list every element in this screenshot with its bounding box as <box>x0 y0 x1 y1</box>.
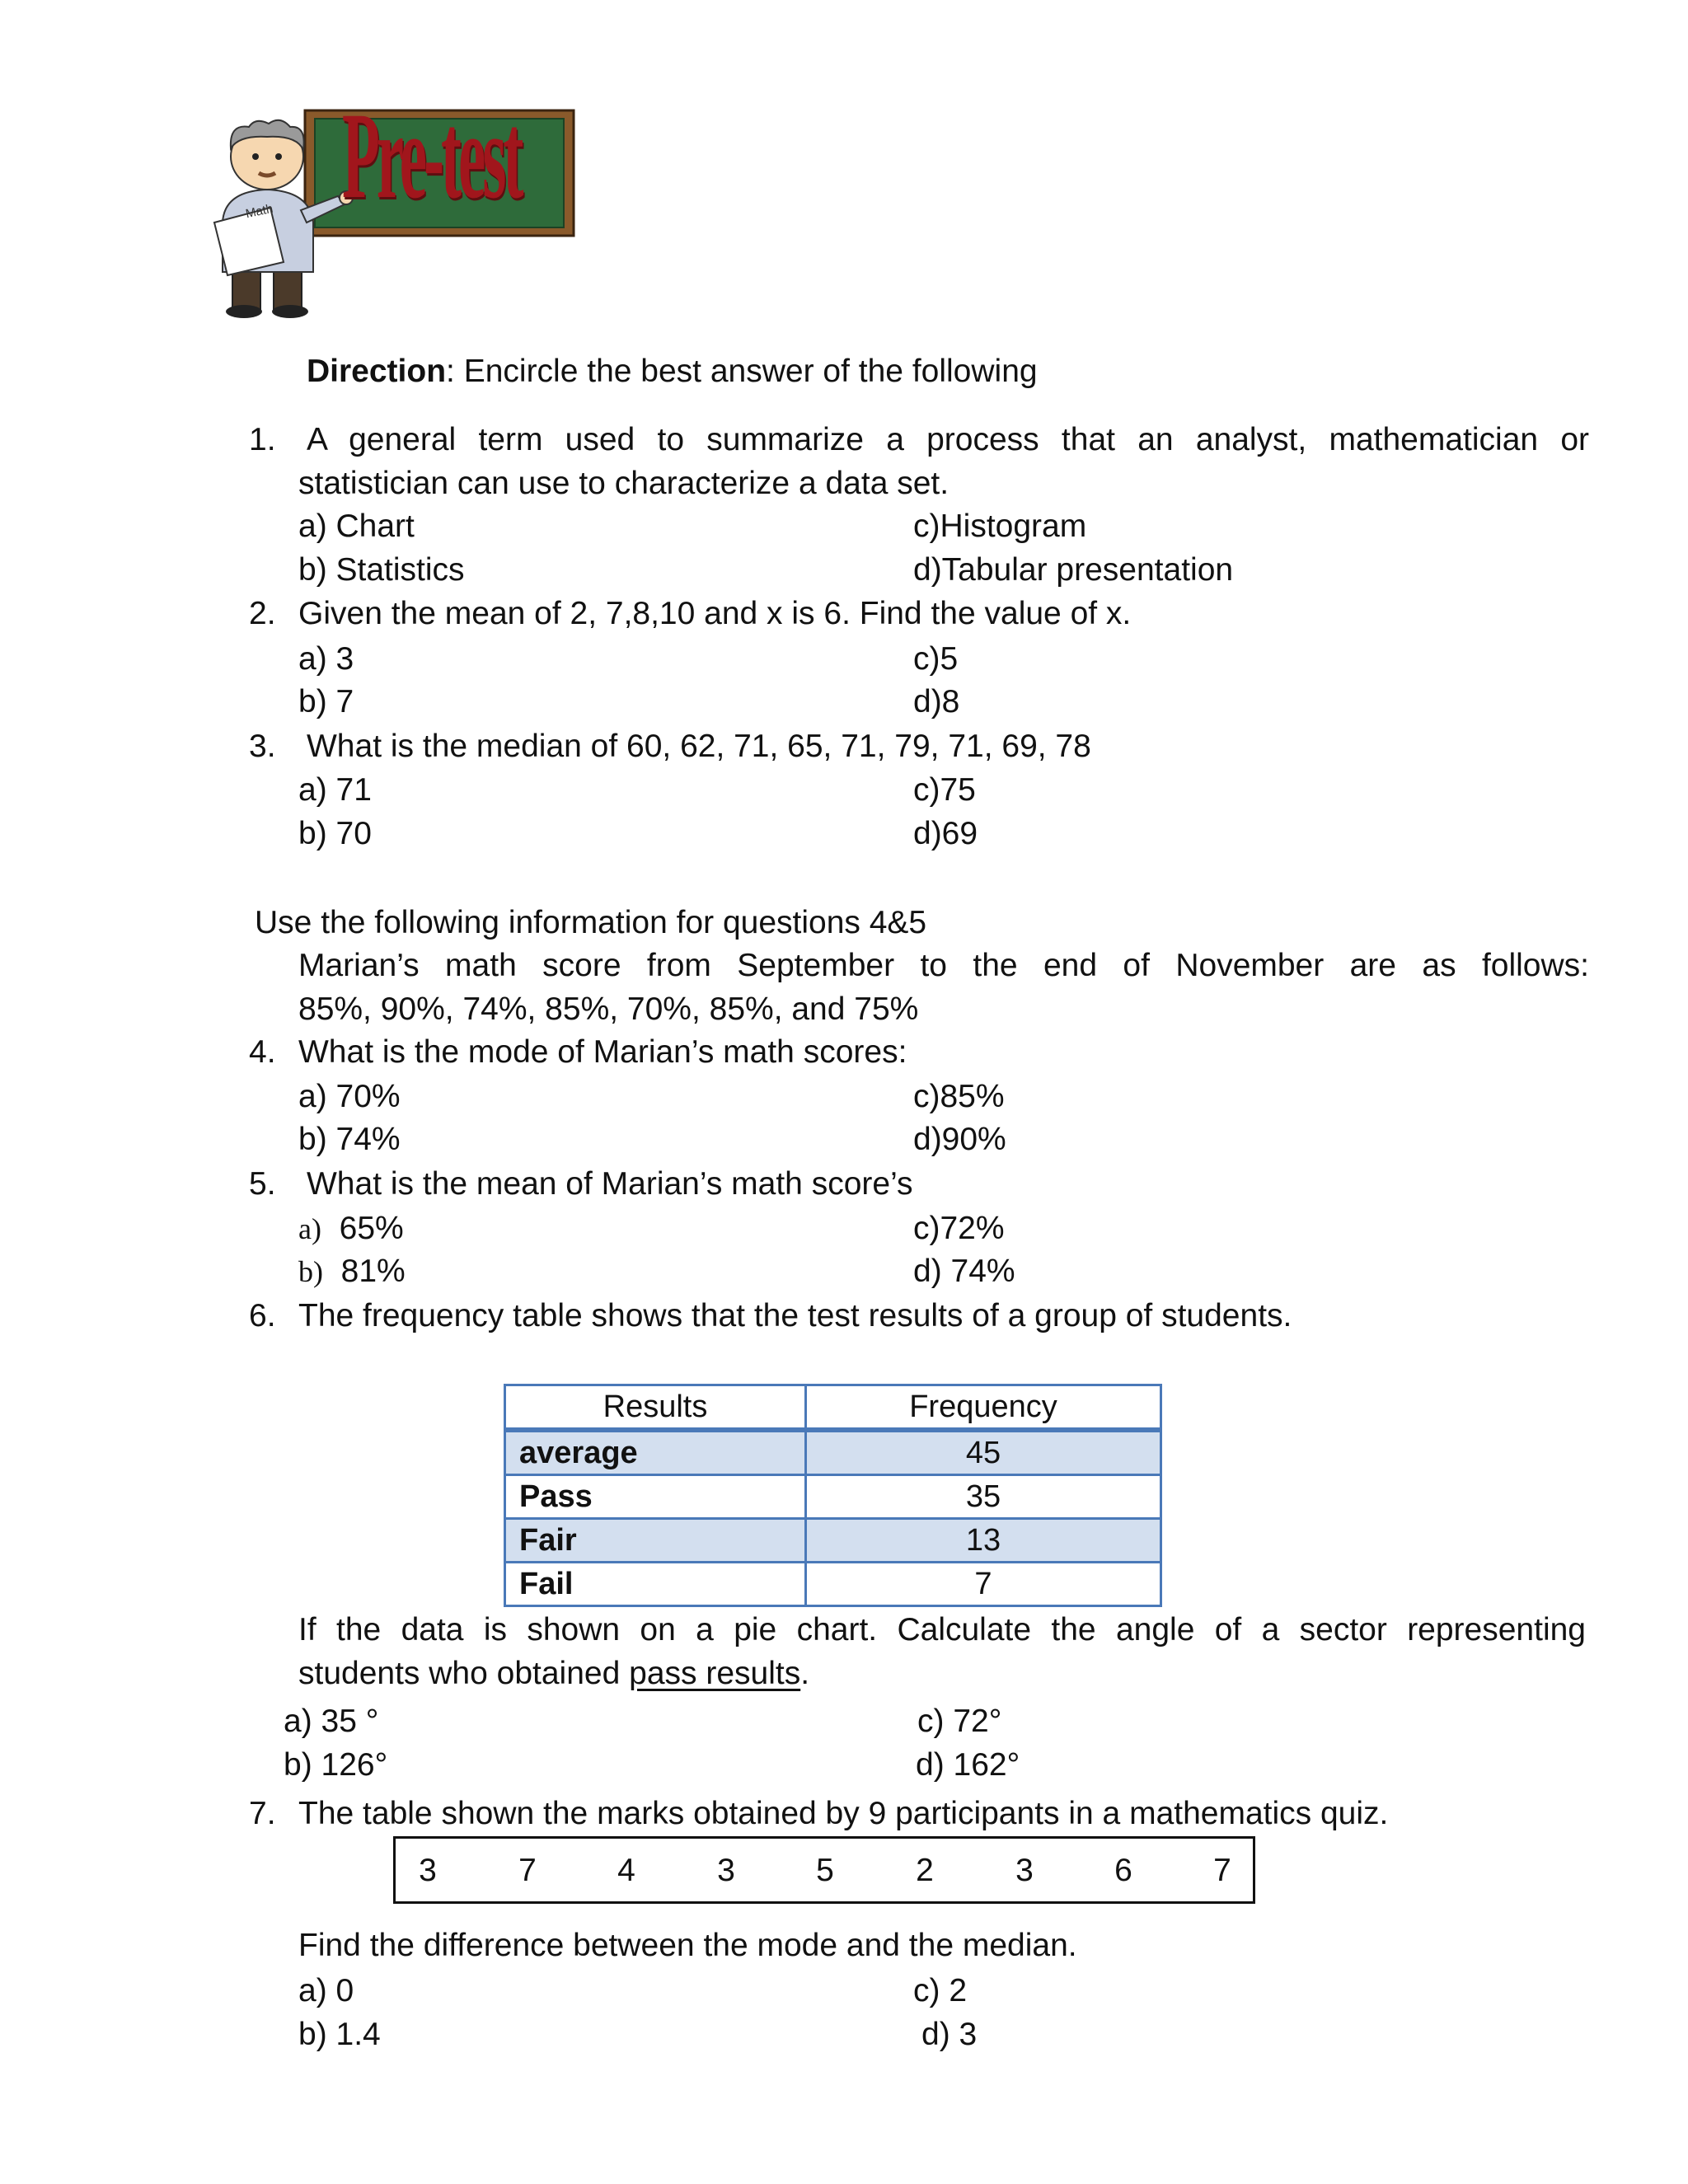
q4-option-c[interactable]: c)85% <box>913 1079 1005 1114</box>
q7-option-b[interactable]: b) 1.4 <box>298 2017 381 2052</box>
q3-number: 3. <box>249 729 276 764</box>
q4-option-a[interactable]: a) 70% <box>298 1079 401 1114</box>
info-line1: Marian’s math score from September to the end of November are as follows: <box>298 948 1589 983</box>
mark-value: 7 <box>1213 1853 1231 1888</box>
q5-option-c[interactable]: c)72% <box>913 1211 1005 1246</box>
q3-text: What is the median of 60, 62, 71, 65, 71, 79, 71, 69, 78 <box>307 729 1091 764</box>
q3-option-d[interactable]: d)69 <box>913 816 978 851</box>
q7-text: The table shown the marks obtained by 9 participants in a mathematics quiz. <box>298 1796 1389 1831</box>
pre-test-logo <box>198 87 585 321</box>
frequency-table <box>504 1384 1162 1607</box>
q5-number: 5. <box>249 1166 276 1202</box>
q7-question: Find the difference between the mode and the median. <box>298 1928 1077 1963</box>
q3-option-b[interactable]: b) 70 <box>298 816 372 851</box>
q6-option-a[interactable]: a) 35 ° <box>284 1704 379 1739</box>
frequency-cell: 35 <box>806 1475 1161 1519</box>
q3-option-a[interactable]: a) 71 <box>298 772 372 808</box>
q6-follow-line1: If the data is shown on a pie chart. Calculate the angle of a sector representing <box>298 1612 1586 1647</box>
header-results: Results <box>505 1385 806 1431</box>
frequency-cell: 13 <box>806 1519 1161 1563</box>
math-sign-label: Math <box>244 201 274 222</box>
q2-option-a[interactable]: a) 3 <box>298 641 354 677</box>
info-line2: 85%, 90%, 74%, 85%, 70%, 85%, and 75% <box>298 991 919 1027</box>
q4-text: What is the mode of Marian’s math scores: <box>298 1034 907 1070</box>
direction-line <box>307 350 1038 393</box>
q6-number: 6. <box>249 1298 276 1333</box>
q7-option-a[interactable]: a) 0 <box>298 1973 354 2008</box>
table-row <box>505 1563 1161 1606</box>
q2-option-d[interactable]: d)8 <box>913 684 960 719</box>
q5-option-b[interactable] <box>298 1250 406 1293</box>
direction-text: : Encircle the best answer of the following <box>446 354 1038 389</box>
q6-follow-line2 <box>298 1652 809 1695</box>
mark-value: 3 <box>717 1853 735 1888</box>
q6-option-b[interactable]: b) 126° <box>284 1747 388 1783</box>
q2-option-b[interactable]: b) 7 <box>298 684 354 719</box>
q2-option-c[interactable]: c)5 <box>913 641 959 677</box>
result-cell: Fair <box>505 1519 806 1563</box>
q2-number: 2. <box>249 596 276 631</box>
q5-option-a-letter: a) <box>298 1212 321 1245</box>
frequency-cell: 45 <box>806 1430 1161 1475</box>
mark-value: 5 <box>816 1853 834 1888</box>
table-header-row <box>505 1385 1161 1431</box>
q5-option-b-letter: b) <box>298 1255 323 1288</box>
q7-number: 7. <box>249 1796 276 1831</box>
q5-option-a[interactable] <box>298 1207 404 1250</box>
result-cell: average <box>505 1430 806 1475</box>
mark-value: 7 <box>518 1853 537 1888</box>
q1-text-line2: statistician can use to characterize a data set. <box>298 466 950 501</box>
marks-box <box>393 1836 1255 1904</box>
q3-option-c[interactable]: c)75 <box>913 772 976 808</box>
info-heading: Use the following information for questions 4&5 <box>255 905 927 940</box>
q1-text-line1: A general term used to summarize a process that an analyst, mathematician or <box>307 422 1589 457</box>
q7-option-d[interactable]: d) 3 <box>921 2017 978 2052</box>
table-row <box>505 1475 1161 1519</box>
q6-option-d[interactable]: d) 162° <box>916 1747 1020 1783</box>
table-row <box>505 1430 1161 1475</box>
frequency-cell: 7 <box>806 1563 1161 1606</box>
q5-option-d[interactable]: d) 74% <box>913 1254 1015 1289</box>
direction-label: Direction <box>307 354 447 389</box>
result-cell: Pass <box>505 1475 806 1519</box>
q2-text: Given the mean of 2, 7,8,10 and x is 6. Find the value of x. <box>298 596 1132 631</box>
q6-option-c[interactable]: c) 72° <box>917 1704 1002 1739</box>
q6-follow-prefix: students who obtained <box>298 1656 630 1691</box>
q1-option-a[interactable]: a) Chart <box>298 509 415 544</box>
q1-option-d[interactable]: d)Tabular presentation <box>913 552 1234 588</box>
q4-number: 4. <box>249 1034 276 1070</box>
table-row <box>505 1519 1161 1563</box>
q7-option-c[interactable]: c) 2 <box>913 1973 968 2008</box>
q5-option-b-value: 81% <box>340 1254 406 1289</box>
q6-text: The frequency table shows that the test results of a group of students. <box>298 1298 1292 1333</box>
q5-text: What is the mean of Marian’s math score’s <box>307 1166 913 1202</box>
q1-option-c[interactable]: c)Histogram <box>913 509 1087 544</box>
result-cell: Fail <box>505 1563 806 1606</box>
q4-option-b[interactable]: b) 74% <box>298 1122 401 1157</box>
mark-value: 3 <box>1015 1853 1034 1888</box>
pre-test-title: Pre-test <box>342 87 521 224</box>
header-frequency: Frequency <box>806 1385 1161 1431</box>
q6-follow-underlined: pass results <box>629 1656 801 1691</box>
q6-follow-suffix: . <box>800 1656 810 1691</box>
q1-number: 1. <box>249 422 276 457</box>
mark-value: 3 <box>419 1853 437 1888</box>
q4-option-d[interactable]: d)90% <box>913 1122 1006 1157</box>
mark-value: 6 <box>1114 1853 1132 1888</box>
q1-option-b[interactable]: b) Statistics <box>298 552 465 588</box>
mark-value: 2 <box>916 1853 934 1888</box>
mark-value: 4 <box>617 1853 635 1888</box>
q5-option-a-value: 65% <box>339 1211 404 1246</box>
